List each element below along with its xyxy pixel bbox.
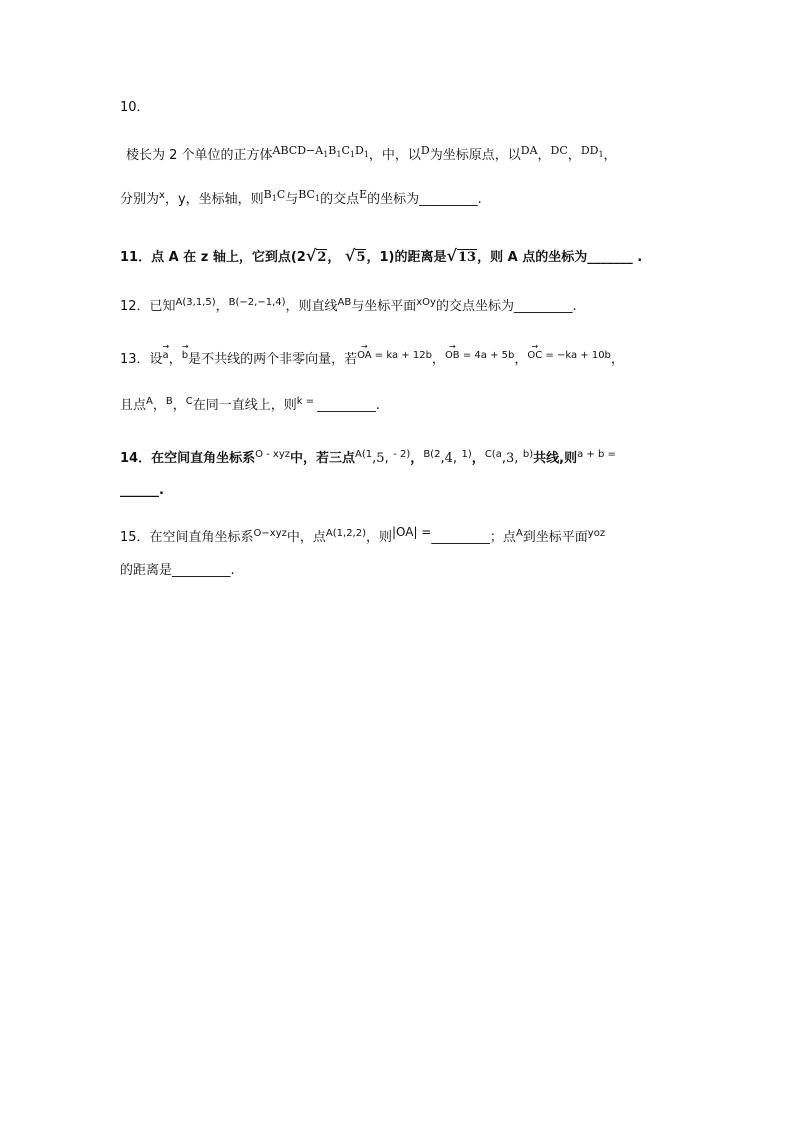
q14-line2: ______. bbox=[120, 483, 164, 498]
q13-line1: 13．设→ a，→ b是不共线的两个非零向量，若→ $^{OA = ka + 12b}$，→ $^{OB = 4a + 5b}$，→ $^{OC = -ka + 10b}$， bbox=[120, 350, 624, 371]
q13-line2: 且点$^A$，$^B$，$^C$在同一直线上，则$^{k =}$ _________. bbox=[120, 396, 380, 413]
q10-text: ，中，以 bbox=[368, 148, 421, 163]
q11-text: ，1)的距离是 bbox=[366, 250, 447, 265]
q12-point-b: B(−2,−1,4) bbox=[228, 297, 286, 308]
q10-number-text: 10． bbox=[120, 100, 150, 115]
q11-answer-blank: _______ bbox=[587, 250, 633, 265]
q10-dd1: DD1 bbox=[580, 144, 604, 159]
q15-text: 中，点 bbox=[286, 530, 326, 545]
q15-oa-norm: |OA| = bbox=[392, 525, 432, 539]
q10-text: 的坐标为 bbox=[367, 192, 420, 207]
q10-text: 的交点 bbox=[320, 192, 360, 207]
q10-line2: 分别为$^x$，y，坐标轴，则$^{B_1C}$与$^{BC_1}$的交点$^E$的坐标为_________. bbox=[120, 188, 482, 207]
q10-text: 分别为 bbox=[120, 192, 160, 207]
q13-oa-eq: → $^{OA = ka + 12b}$ bbox=[357, 350, 432, 361]
q15-text: 的距离是 bbox=[120, 563, 173, 578]
q11-line: 11．点 A 在 z 轴上，它到点(2√2， √5，1)的距离是√13，则 A 点的坐标为_______ . bbox=[120, 246, 643, 265]
q15-answer-blank-1: _________ bbox=[431, 530, 490, 545]
q10-x: x bbox=[159, 190, 165, 201]
q15-point-a-label: A bbox=[515, 528, 523, 539]
q12-text: ，则直线 bbox=[285, 299, 338, 314]
q11-radicand-13: 13 bbox=[458, 250, 477, 265]
q15-line2: 的距离是_________. bbox=[120, 563, 235, 578]
q13-vector-a: → a bbox=[163, 346, 169, 366]
q13-text: 13．设 bbox=[120, 352, 163, 367]
q10-b1c: B1C bbox=[263, 188, 286, 203]
q12-answer-blank: _________ bbox=[514, 299, 573, 314]
q13-point-b: B bbox=[165, 396, 173, 407]
q13-point-c: C bbox=[185, 396, 193, 407]
q10-da: DA bbox=[520, 144, 538, 157]
q12-plane: xOy bbox=[416, 297, 436, 308]
q15-text: ，则 bbox=[366, 530, 393, 545]
q10-text: 棱长为 2 个单位的正方体 bbox=[126, 148, 273, 163]
q14-point-b: B(2 bbox=[423, 449, 441, 460]
q11-text: 11．点 A 在 z 轴上，它到点(2 bbox=[120, 250, 306, 265]
sqrt-icon: √ bbox=[305, 246, 317, 265]
q11-radicand-2: 2 bbox=[317, 250, 327, 265]
q12-text: 12．已知 bbox=[120, 299, 176, 314]
q15-text: ；点 bbox=[489, 530, 516, 545]
q14-text: 中，若三点 bbox=[290, 451, 356, 466]
q14-answer-blank: ______ bbox=[120, 483, 159, 498]
q13-answer-blank: _________ bbox=[317, 398, 376, 413]
q10-text: 为坐标原点，以 bbox=[429, 148, 521, 163]
q10-bc1: BC1 bbox=[298, 188, 321, 203]
q13-oc-eq: → $^{OC = -ka + 10b}$ bbox=[527, 350, 611, 361]
q15-line1 bbox=[120, 527, 605, 549]
q13-point-a: A bbox=[146, 396, 153, 407]
q15-text: 15．在空间直角坐标系 bbox=[120, 530, 254, 545]
q10-origin: D bbox=[420, 144, 430, 157]
q14-text: 14．在空间直角坐标系 bbox=[120, 451, 256, 466]
q15-point-a: A(1,2,2) bbox=[325, 528, 366, 539]
q15-answer-blank-2: _________ bbox=[172, 563, 231, 578]
q15-text: 到坐标平面 bbox=[522, 530, 588, 545]
q12-text: 的交点坐标为 bbox=[435, 299, 514, 314]
q10-line1: 棱长为 2 个单位的正方体$^{ABCD-A_1B_1C_1D_1}$，中，以$^D$为坐标原点，以$^{DA}$，$^{DC}$，$^{DD_1}$， bbox=[126, 144, 617, 163]
q14-sum: a + b = bbox=[577, 449, 616, 460]
sqrt-icon: √ bbox=[446, 246, 457, 265]
q14-line1: 14．在空间直角坐标系$^{O - xyz}$中，若三点$^{A(1}$,5, $^{- 2)}$，$^{B(2}$,4, $^{1)}$，$^{C(a}$,3, $^{b)}$共线,则$^{a + b =}$ bbox=[120, 449, 616, 466]
q12-line: 12．已知$^{A(3,1,5)}$，$^{B(-2,-1,4)}$，则直线$^{AB}$与坐标平面$^{xOy}$的交点坐标为_________. bbox=[120, 297, 577, 314]
q11-text: ，则 A 点的坐标为 bbox=[477, 250, 588, 265]
q14-point-a: A(1 bbox=[355, 449, 373, 460]
q10-e: E bbox=[359, 188, 368, 201]
q13-vector-b: → b bbox=[182, 346, 188, 366]
q10-text: ，y，坐标轴，则 bbox=[164, 192, 264, 207]
q14-text: 共线,则 bbox=[533, 451, 578, 466]
q13-text: 在同一直线上，则 bbox=[192, 398, 297, 413]
q13-text: 且点 bbox=[120, 398, 147, 413]
q14-system: O - xyz bbox=[255, 449, 291, 460]
sqrt-icon: √ bbox=[344, 246, 356, 265]
q14-point-c: C(a bbox=[484, 449, 502, 460]
q15-system: O−xyz bbox=[253, 528, 287, 539]
q13-k: k = bbox=[296, 396, 318, 407]
q11-radicand-5: 5 bbox=[356, 250, 366, 265]
q13-text: 是不共线的两个非零向量，若 bbox=[188, 352, 358, 367]
q12-line-ab: AB bbox=[337, 297, 352, 308]
q10-text: 与 bbox=[285, 192, 299, 207]
q12-point-a: A(3,1,5) bbox=[175, 297, 216, 308]
q12-text: 与坐标平面 bbox=[351, 299, 417, 314]
q10-dc: DC bbox=[550, 144, 568, 157]
q10-answer-blank: _________ bbox=[419, 192, 478, 207]
q10-number bbox=[120, 98, 150, 118]
q15-plane: yoz bbox=[587, 528, 606, 539]
q10-cube-label: ABCD−A1B1C1D1 bbox=[272, 144, 369, 159]
q13-ob-eq: → $^{OB = 4a + 5b}$ bbox=[445, 350, 514, 361]
